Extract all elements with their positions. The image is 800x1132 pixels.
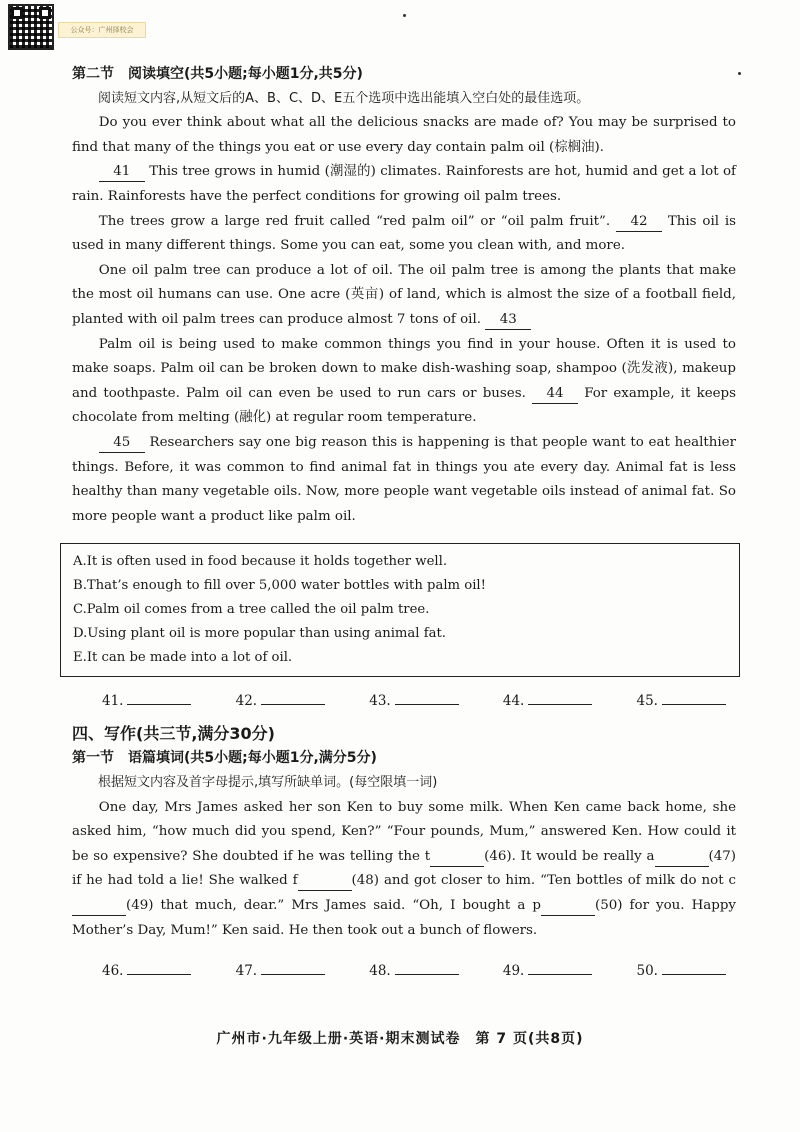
answer-line[interactable] [261,974,325,975]
paragraph-text: (46). It would be really a [484,848,655,864]
answer-43[interactable] [369,689,458,714]
watermark-badge: 公众号：广州择校会 [58,22,146,38]
answer-label: 41. [102,693,124,710]
paragraph-text: This tree grows in humid (潮湿的) climates. Rainforests are hot, humid and get a lot of rain. Rainforests have the perfect conditions for growing oil palm trees. [72,164,736,204]
options-box [60,543,740,677]
passage-paragraph-6 [72,431,736,529]
answer-line[interactable] [528,704,592,705]
blank-49[interactable] [72,897,126,916]
paragraph-text: (50) for you. Happy Mother’s Day, Mum!” Ken said. He then took out a bunch of flowers. [72,898,736,938]
answer-label: 48. [369,963,391,980]
blank-50[interactable] [541,897,595,916]
paragraph-text: (49) that much, dear.” Mrs James said. “Oh, I bought a p [126,898,541,914]
blank-43[interactable]: 43 [485,311,531,330]
answer-50[interactable] [637,959,726,984]
answer-label: 47. [235,963,258,980]
page-footer: 广州市·九年级上册·英语·期末测试卷 第 7 页(共8页) [216,1031,584,1047]
section-instruction: 阅读短文内容,从短文后的A、B、C、D、E五个选项中选出能填入空白处的最佳选项。 [98,90,590,106]
blank-41[interactable]: 41 [99,163,145,182]
cloze-instruction: 根据短文内容及首字母提示,填写所缺单词。(每空限填一词) [98,775,438,791]
speck [403,14,406,17]
part-title-writing: 四、写作(共三节,满分30分) [72,723,275,743]
qr-code [8,4,54,50]
answer-45[interactable] [637,689,726,714]
answer-46[interactable] [102,959,191,984]
blank-47[interactable] [655,848,709,867]
cloze-paragraph [72,796,736,944]
answer-line[interactable] [662,704,726,705]
paragraph-text: (47) if he had told a lie! She walked f [72,848,736,889]
blank-48[interactable] [298,872,352,891]
answer-47[interactable] [236,959,325,984]
answer-line[interactable] [528,974,592,975]
option-d: D.Using plant oil is more popular than using animal fat. [73,626,446,642]
answer-label: 46. [102,963,124,980]
answer-line[interactable] [395,704,459,705]
answer-line[interactable] [127,974,191,975]
answer-line[interactable] [127,704,191,705]
passage-paragraph-2 [72,160,736,209]
paragraph-text: This oil is used in many different things. Some you can eat, some you clean with, and more. [72,213,736,254]
answer-label: 49. [502,963,525,980]
blank-46[interactable] [430,848,484,867]
option-b: B.That’s enough to fill over 5,000 water bottles with palm oil! [73,578,486,594]
paragraph-text: Researchers say one big reason this is happening is that people want to eat healthier things. Before, it was common to find animal fat in things you ate every day. Animal fat is less healthy than many vegetable oils. Now, more people want vegetable oils instead of animal fat. So more people want a product like palm oil. [72,434,736,524]
option-c: C.Palm oil comes from a tree called the oil palm tree. [73,602,430,618]
paragraph-text: (48) and got closer to him. “Ten bottles of milk do not c [351,873,736,889]
blank-44[interactable]: 44 [532,385,578,404]
answer-row-cloze [102,959,726,984]
paragraph-text: Palm oil is being used to make common things you find in your house. Often it is used to make soaps. Palm oil can be broken down to make dish-washing soap, shampoo (洗发液), makeup and toothpaste. Palm oil can even be used to run cars or buses. [72,336,736,401]
answer-line[interactable] [395,974,459,975]
option-e: E.It can be made into a lot of oil. [73,650,293,666]
paragraph-text: For example, it keeps chocolate from melting (融化) at regular room temperature. [72,385,736,426]
passage-paragraph-4 [72,259,736,333]
answer-row-reading [102,689,726,714]
answer-label: 45. [636,693,658,710]
answer-label: 43. [369,693,391,710]
passage-paragraph-5 [72,333,736,431]
answer-line[interactable] [662,974,726,975]
paragraph-text: One day, Mrs James asked her son Ken to buy some milk. When Ken came back home, she asked him, “how much did you spend, Ken?” “Four pounds, Mum,” answered Ken. How could it be so expensive? She doubted if he was telling the t [72,799,736,864]
answer-42[interactable] [236,689,325,714]
option-a: A.It is often used in food because it holds together well. [73,554,448,570]
answer-label: 44. [502,693,525,710]
paragraph-text: The trees grow a large red fruit called “red palm oil” or “oil palm fruit”. [98,213,616,229]
section-title-cloze: 第一节 语篇填词(共5小题;每小题1分,满分5分) [72,750,377,767]
answer-49[interactable] [503,959,592,984]
blank-42[interactable]: 42 [616,213,662,232]
passage-paragraph-3 [72,210,736,259]
speck [738,72,741,75]
answer-48[interactable] [369,959,458,984]
paragraph-text: One oil palm tree can produce a lot of oil. The oil palm tree is among the plants that make the most oil humans can use. One acre (英亩) of land, which is almost the size of a football field, planted with oil palm trees can produce almost 7 tons of oil. [72,262,736,327]
blank-45[interactable]: 45 [99,434,145,453]
answer-line[interactable] [261,704,325,705]
answer-label: 42. [235,693,258,710]
passage-paragraph-1: Do you ever think about what all the delicious snacks are made of? You may be surprised to find that many of the things you eat or use every day contain palm oil (棕榈油). [72,115,736,155]
page-content [72,62,736,988]
section-title-reading: 第二节 阅读填空(共5小题;每小题1分,共5分) [72,66,363,82]
answer-41[interactable] [102,689,191,714]
answer-44[interactable] [503,689,592,714]
answer-label: 50. [636,963,658,980]
